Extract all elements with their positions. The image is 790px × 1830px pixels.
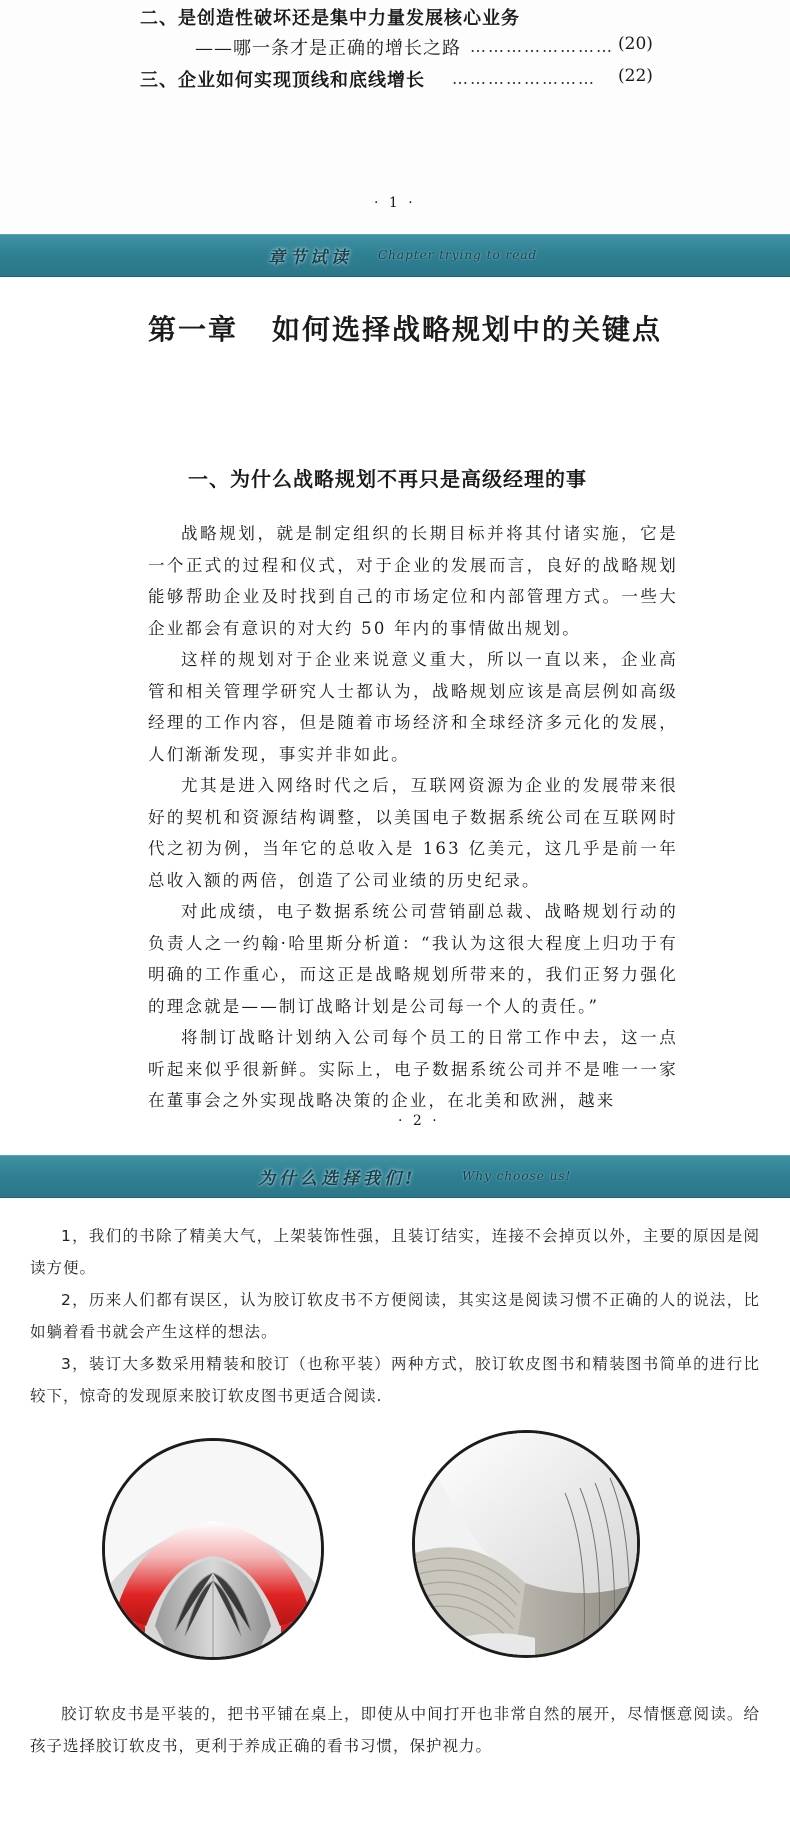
body-paragraph: 战略规划，就是制定组织的长期目标并将其付诸实施，它是一个正式的过程和仪式，对于企业的发展而言，良好的战略规划能够帮助企业及时找到自己的市场定位和内部管理方式。一些大企业都会有意识的对大约 50 年内的事情做出规划。	[148, 524, 678, 638]
banner-en-label: Why choose us!	[462, 1169, 572, 1183]
toc-item-2-page: (20)	[618, 34, 653, 54]
banner-en-label: Chapter trying to read	[378, 248, 538, 262]
chapter-sample-banner	[0, 234, 790, 277]
paperback-book-illustration	[415, 1433, 637, 1655]
why-text	[30, 1220, 760, 1412]
chapter-title	[148, 308, 662, 348]
why-choose-us-banner	[0, 1155, 790, 1198]
chapter-number: 第一章	[148, 313, 239, 346]
toc-item-3-dots: ……………………	[452, 69, 596, 88]
body-paragraph: 对此成绩，电子数据系统公司营销副总裁、战略规划行动的负责人之一约翰·哈里斯分析道：“我认为这很大程度上归功于有明确的工作重心，而这正是战略规划所带来的，我们正努力强化的理念就是——制订战略计划是公司每一个人的责任。”	[148, 902, 678, 1016]
toc-item-3-page: (22)	[618, 66, 653, 86]
why-paragraph: 3，装订大多数采用精装和胶订（也称平装）两种方式，胶订软皮图书和精装图书简单的进行比较下，惊奇的发现原来胶订软皮图书更适合阅读.	[30, 1355, 760, 1405]
banner-cn-label: 章节试读	[268, 248, 352, 268]
section-title: 一、为什么战略规划不再只是高级经理的事	[188, 467, 587, 491]
hardcover-book-illustration	[105, 1441, 321, 1657]
toc-item-2-title: 二、是创造性破坏还是集中力量发展核心业务	[140, 8, 520, 29]
chapter-name: 如何选择战略规划中的关键点	[272, 313, 663, 346]
toc-item-2-dots: ……………………	[470, 37, 614, 56]
toc-section	[0, 0, 790, 235]
banner-cn-label: 为什么选择我们!	[258, 1169, 417, 1189]
chapter-body	[148, 518, 678, 1117]
toc-item-3-title: 三、企业如何实现顶线和底线增长	[140, 70, 425, 91]
body-paragraph: 尤其是进入网络时代之后，互联网资源为企业的发展带来很好的契机和资源结构调整，以美国电子数据系统公司在互联网时代之初为例，当年它的总收入是 163 亿美元，这几乎是前一年总收入额的两倍，创造了公司业绩的历史纪录。	[148, 776, 678, 890]
page-number-1: · 1 ·	[374, 195, 416, 211]
page-number-2: · 2 ·	[398, 1113, 440, 1129]
hardcover-book-photo	[102, 1438, 324, 1660]
toc-item-2-subtitle: ——哪一条才是正确的增长之路	[195, 38, 461, 59]
why-paragraph: 2，历来人们都有误区，认为胶订软皮书不方便阅读，其实这是阅读习惯不正确的人的说法，比如躺着看书就会产生这样的想法。	[30, 1291, 760, 1341]
body-paragraph: 将制订战略计划纳入公司每个员工的日常工作中去，这一点听起来似乎很新鲜。实际上，电子数据系统公司并不是唯一一家在董事会之外实现战略决策的企业，在北美和欧洲，越来	[148, 1028, 678, 1110]
paperback-caption: 胶订软皮书是平装的，把书平铺在桌上，即使从中间打开也非常自然的展开，尽情惬意阅读。给孩子选择胶订软皮书，更利于养成正确的看书习惯，保护视力。	[30, 1705, 760, 1755]
paperback-book-photo	[412, 1430, 640, 1658]
chapter-page	[0, 278, 790, 1148]
why-paragraph: 1，我们的书除了精美大气，上架装饰性强，且装订结实，连接不会掉页以外，主要的原因是阅读方便。	[30, 1227, 760, 1277]
body-paragraph: 这样的规划对于企业来说意义重大，所以一直以来，企业高管和相关管理学研究人士都认为，战略规划应该是高层例如高级经理的工作内容，但是随着市场经济和全球经济多元化的发展，人们渐渐发现，事实并非如此。	[148, 650, 678, 764]
